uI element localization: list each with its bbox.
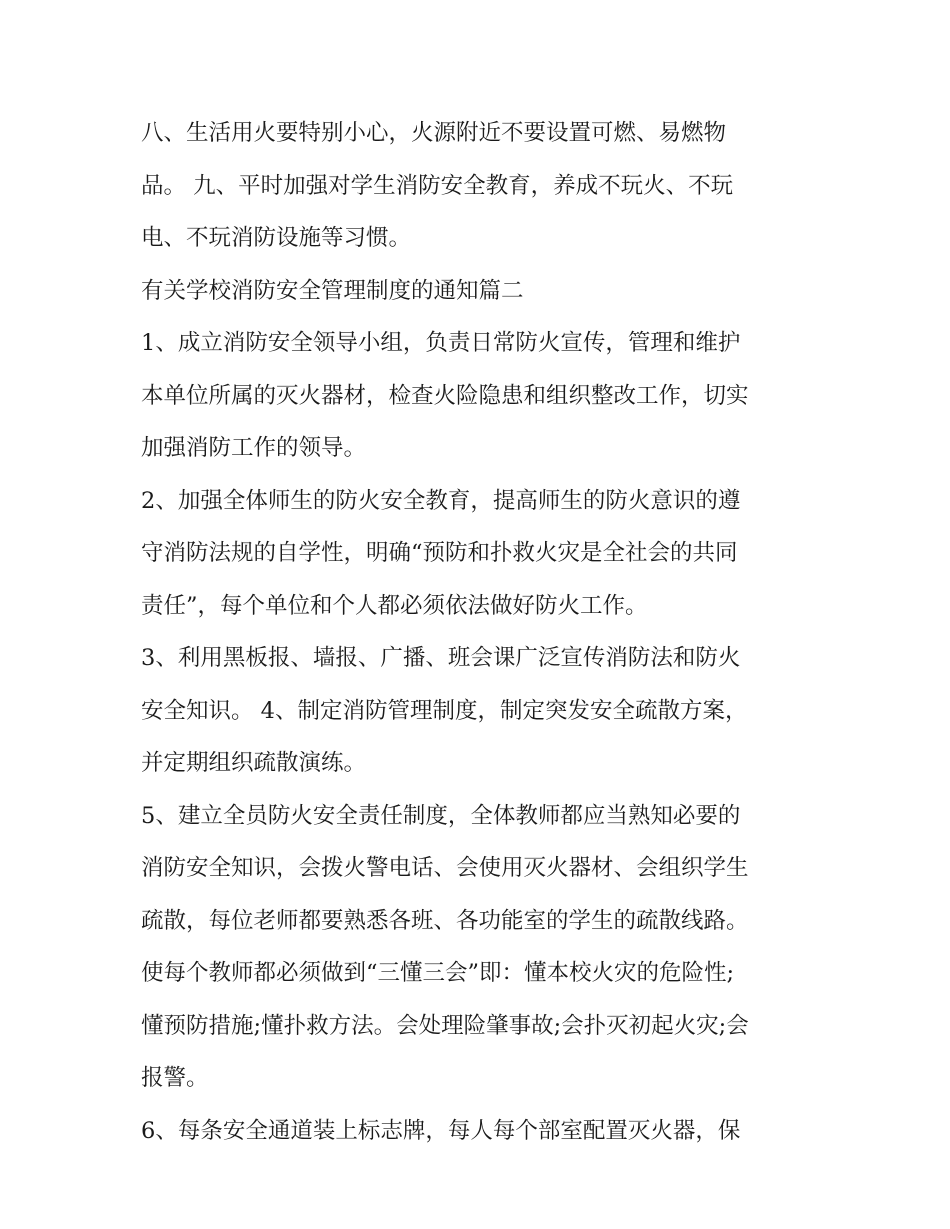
text-line: 1、成立消防安全领导小组，负责日常防火宣传，管理和维护 [141,330,741,356]
paragraph-fire-use [141,107,821,265]
text-line: 使每个教师都必须做到“三懂三会”即：懂本校火灾的危险性; [141,960,735,986]
section-heading [141,265,821,318]
paragraph-item-2 [141,475,821,633]
heading-line: 有关学校消防安全管理制度的通知篇二 [141,277,524,304]
text-line: 八、生活用火要特别小心，火源附近不要设置可燃、易燃物 [141,120,727,146]
text-line: 安全知识。 4、制定消防管理制度，制定突发安全疏散方案， [141,697,748,724]
text-line: 5、建立全员防火安全责任制度，全体教师都应当熟知必要的 [141,802,741,829]
text-line: 疏散，每位老师都要熟悉各班、各功能室的学生的疏散线路。 [141,907,749,934]
paragraph-item-6 [141,1105,821,1158]
text-line: 守消防法规的自学性，明确“预防和扑救火灾是全社会的共同 [141,540,738,566]
document-body [141,107,821,1157]
paragraph-item-3-4 [141,632,821,790]
text-line: 懂预防措施;懂扑救方法。会处理险肇事故;会扑灭初起火灾;会 [141,1012,749,1039]
text-line: 2、加强全体师生的防火安全教育，提高师生的防火意识的遵 [141,487,741,514]
text-line: 责任”，每个单位和个人都必须依法做好防火工作。 [141,592,648,619]
text-line: 本单位所属的灭火器材，检查火险隐患和组织整改工作，切实 [141,382,749,409]
text-line: 电、不玩消防设施等习惯。 [141,225,412,251]
paragraph-item-1 [141,317,821,475]
text-line: 报警。 [141,1065,209,1091]
paragraph-item-5 [141,790,821,1105]
text-line: 品。 九、平时加强对学生消防安全教育，养成不玩火、不玩 [141,172,734,199]
text-line: 3、利用黑板报、墙报、广播、班会课广泛宣传消防法和防火 [141,645,741,671]
text-line: 并定期组织疏散演练。 [141,750,367,776]
text-line: 加强消防工作的领导。 [141,435,367,461]
text-line: 消防安全知识，会拨火警电话、会使用灭火器材、会组织学生 [141,855,749,881]
text-line: 6、每条安全通道装上标志牌，每人每个部室配置灭火器，保 [141,1117,741,1144]
